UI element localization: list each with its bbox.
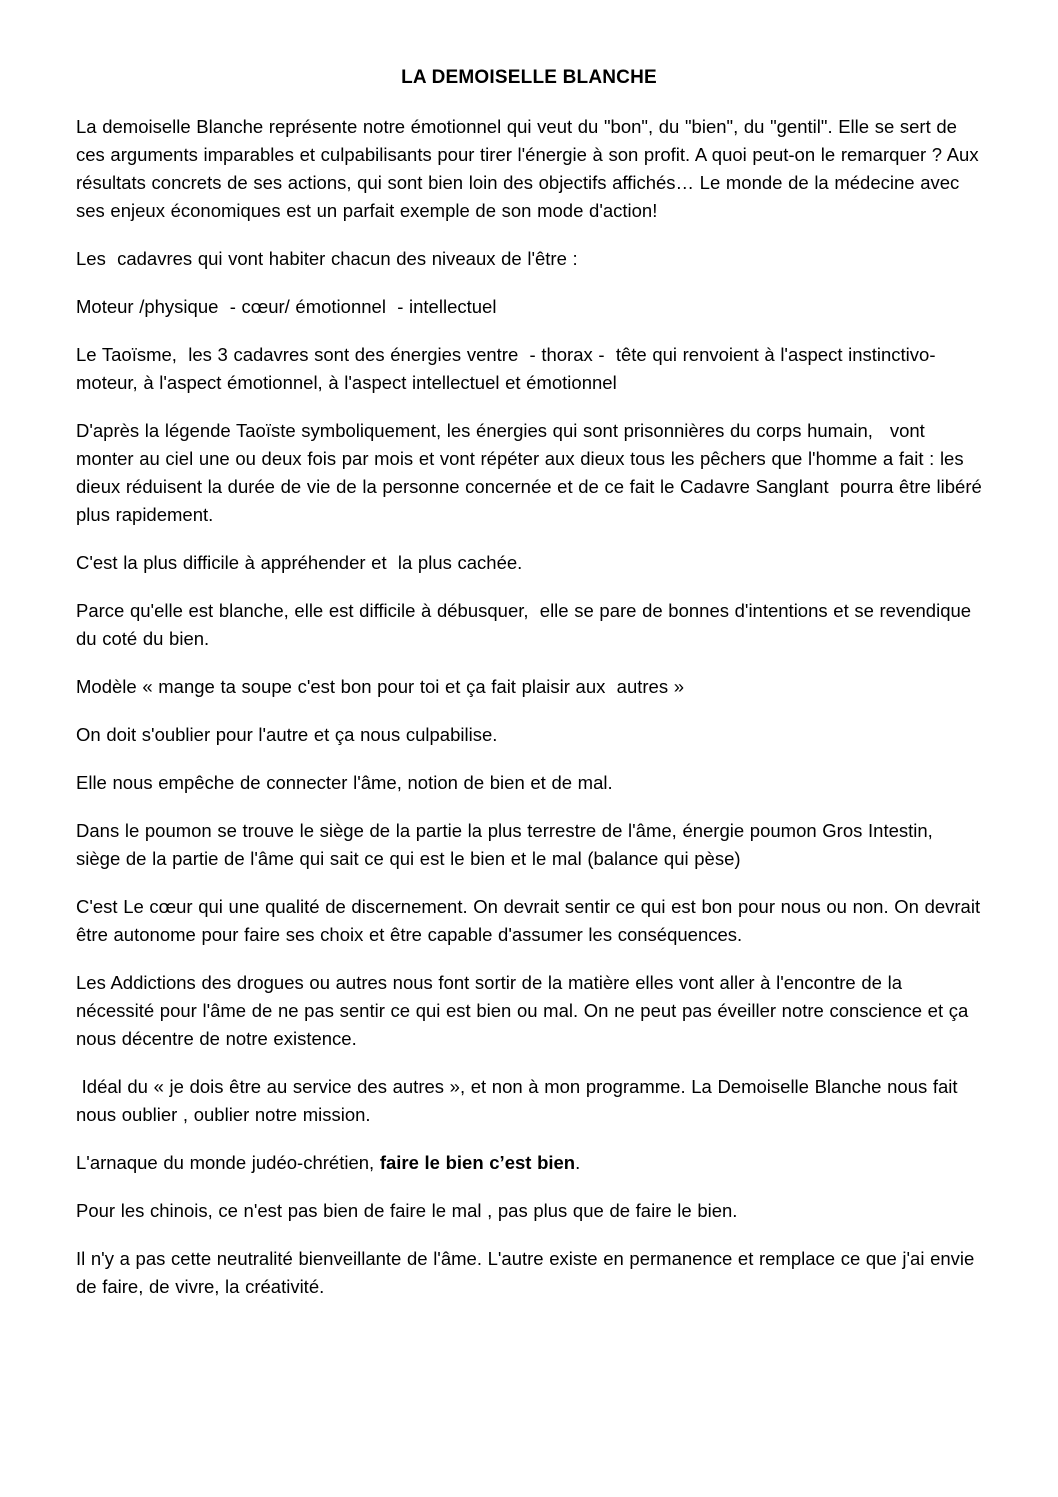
paragraph-neutralite: Il n'y a pas cette neutralité bienveillante de l'âme. L'autre existe en permanence et remplace ce que j'ai envie de faire, de vivre, la créativité. bbox=[76, 1248, 980, 1297]
paragraph-blanche-debusquer: Parce qu'elle est blanche, elle est difficile à débusquer, elle se pare de bonnes d'intentions et se revendique du coté du bien. bbox=[76, 600, 977, 649]
paragraph-addictions: Les Addictions des drogues ou autres nous font sortir de la matière elles vont aller à l'encontre de la nécessité pour l'âme de ne pas sentir ce qui est bien ou mal. On ne peut pas éveiller notre conscience et ça nous décentre de notre existence. bbox=[76, 972, 974, 1049]
paragraph-ideal-service: Idéal du « je dois être au service des autres », et non à mon programme. La Demoiselle Blanche nous fait nous oublier , oublier notre mission. bbox=[76, 1076, 964, 1125]
paragraph-plus-difficile: C'est la plus difficile à appréhender et la plus cachée. bbox=[76, 552, 523, 573]
paragraph-legende-taoiste: D'après la légende Taoïste symboliquement, les énergies qui sont prisonnières du corps humain, vont monter au ciel une ou deux fois par mois et vont répéter aux dieux tous les pêchers que l'homme a fait : les dieux réduisent la durée de vie de la personne concernée et de ce fait le Cadavre Sanglant pourra être libéré plus rapidement. bbox=[76, 420, 988, 525]
arnaque-bold: faire le bien c’est bien bbox=[379, 1152, 576, 1173]
arnaque-suffix: . bbox=[575, 1152, 581, 1173]
paragraph-coeur-discernement: C'est Le cœur qui une qualité de discernement. On devrait sentir ce qui est bon pour nous ou non. On devrait être autonome pour faire ses choix et être capable d'assumer les conséquences. bbox=[76, 896, 986, 945]
paragraph-modele-soupe: Modèle « mange ta soupe c'est bon pour toi et ça fait plaisir aux autres » bbox=[76, 676, 684, 697]
paragraph-chinois: Pour les chinois, ce n'est pas bien de faire le mal , pas plus que de faire le bien. bbox=[76, 1200, 738, 1221]
paragraph-empeche-ame: Elle nous empêche de connecter l'âme, notion de bien et de mal. bbox=[76, 772, 613, 793]
paragraph-taoisme: Le Taoïsme, les 3 cadavres sont des énergies ventre - thorax - tête qui renvoient à l'aspect instinctivo-moteur, à l'aspect émotionnel, à l'aspect intellectuel et émotionnel bbox=[76, 344, 936, 393]
paragraph-arnaque bbox=[76, 1149, 982, 1177]
paragraph-moteur-coeur-intellectuel: Moteur /physique - cœur/ émotionnel - intellectuel bbox=[76, 296, 497, 317]
page-title: LA DEMOISELLE BLANCHE bbox=[401, 67, 657, 88]
paragraph-oublier-culpabilise: On doit s'oublier pour l'autre et ça nous culpabilise. bbox=[76, 724, 498, 745]
paragraph-intro: La demoiselle Blanche représente notre émotionnel qui veut du "bon", du "bien", du "gentil". Elle se sert de ces arguments imparables et culpabilisants pour tirer l'énergie à son profit. A quoi peut-on le remarquer ? Aux résultats concrets de ses actions, qui sont bien loin des objectifs affichés… Le monde de la médecine avec ses enjeux économiques est un parfait exemple de son mode d'action! bbox=[76, 116, 985, 221]
arnaque-prefix: L'arnaque du monde judéo-chrétien, bbox=[76, 1152, 380, 1173]
paragraph-cadavres-niveaux: Les cadavres qui vont habiter chacun des niveaux de l'être : bbox=[76, 248, 578, 269]
paragraph-poumon: Dans le poumon se trouve le siège de la partie la plus terrestre de l'âme, énergie poumon Gros Intestin, siège de la partie de l'âme qui sait ce qui est le bien et le mal (balance qui pèse) bbox=[76, 820, 945, 869]
